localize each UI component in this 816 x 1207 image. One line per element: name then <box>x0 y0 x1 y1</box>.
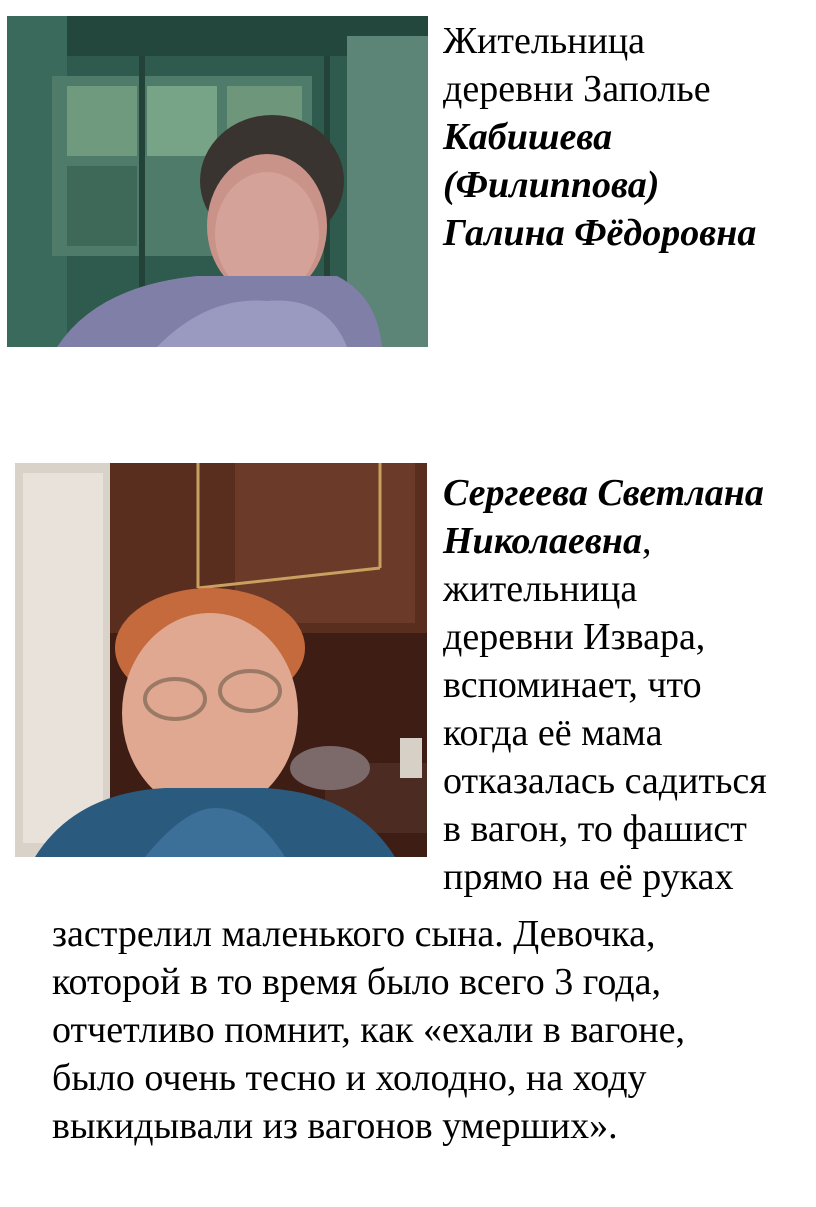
person-name: Галина Фёдоровна <box>443 212 757 254</box>
story-text: выкидывали из вагонов умерших». <box>52 1105 618 1147</box>
person-name: Николаевна <box>443 520 642 562</box>
person-name-line <box>443 517 767 565</box>
story-text: было очень тесно и холодно, на ходу <box>52 1057 647 1099</box>
portrait-image <box>15 463 427 857</box>
story-continuation <box>52 910 685 1150</box>
caption-text: Жительница <box>443 20 646 62</box>
caption-sergeeva <box>443 469 767 901</box>
story-text: деревни Извара, <box>443 616 706 658</box>
story-text: прямо на её руках <box>443 856 734 898</box>
caption-text: деревни Заполье <box>443 68 711 110</box>
story-text: вспоминает, что <box>443 664 702 706</box>
story-text: в вагон, то фашист <box>443 808 747 850</box>
story-text: застрелил маленького сына. Девочка, <box>52 913 656 955</box>
story-text: которой в то время было всего 3 года, <box>52 961 661 1003</box>
portrait-photo-kabisheva <box>7 16 428 347</box>
story-text: жительница <box>443 568 638 610</box>
story-text: отчетливо помнит, как «ехали в вагоне, <box>52 1009 685 1051</box>
person-name: Сергеева Светлана <box>443 472 764 514</box>
story-text: когда её мама <box>443 712 663 754</box>
story-text: отказалась садиться <box>443 760 767 802</box>
portrait-image <box>7 16 428 347</box>
caption-kabisheva <box>443 17 756 257</box>
portrait-photo-sergeeva <box>15 463 427 857</box>
person-name: (Филиппова) <box>443 164 660 206</box>
person-name: Кабишева <box>443 116 613 158</box>
name-punctuation: , <box>642 520 652 562</box>
